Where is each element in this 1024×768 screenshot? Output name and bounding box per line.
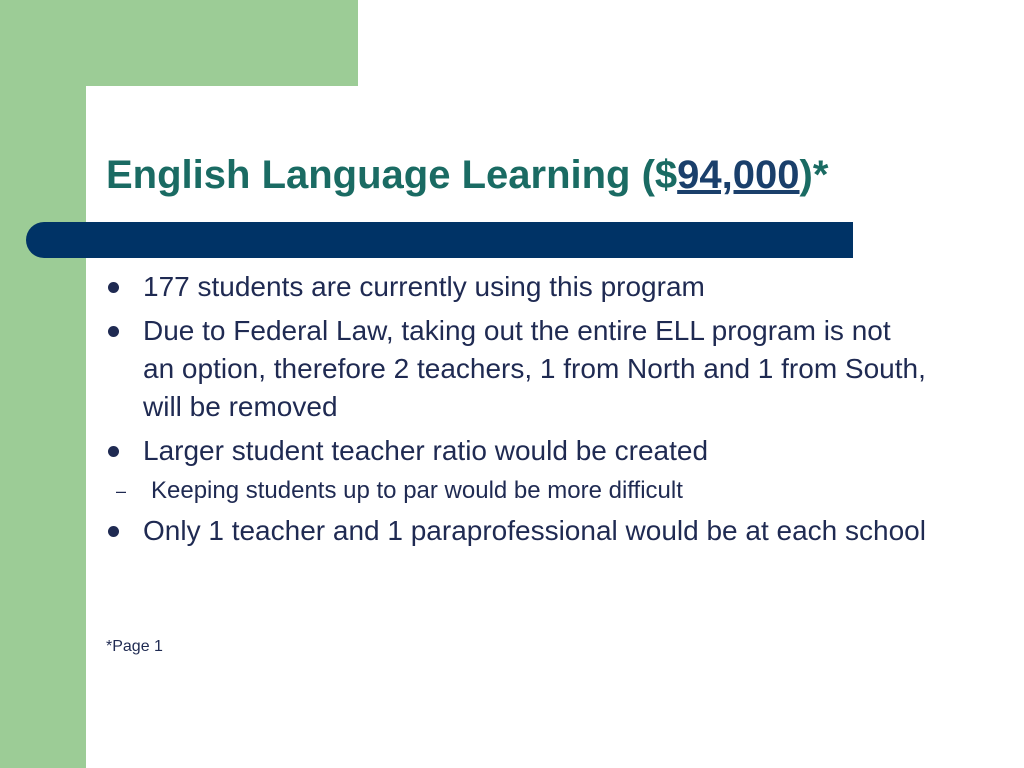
title-suffix: )* <box>799 153 829 197</box>
bullet-list <box>106 268 926 556</box>
sub-bullet-item <box>106 476 926 506</box>
footnote: *Page 1 <box>106 638 163 655</box>
bullet-text: Larger student teacher ratio would be created <box>143 435 709 466</box>
bullet-item <box>106 312 926 426</box>
bullet-dot-icon <box>108 446 119 457</box>
dash-icon: – <box>116 481 127 501</box>
sub-bullet-text: Keeping students up to par would be more difficult <box>151 477 683 504</box>
decor-green-left <box>0 0 86 768</box>
bullet-text: 177 students are currently using this program <box>143 271 705 302</box>
bullet-text: Only 1 teacher and 1 paraprofessional would be at each school <box>143 515 926 546</box>
bullet-text: Due to Federal Law, taking out the entire ELL program is not an option, therefore 2 teachers, 1 from North and 1 from South, will be removed <box>143 315 926 422</box>
bullet-dot-icon <box>108 282 119 293</box>
title-divider-bar <box>26 222 853 258</box>
bullet-item <box>106 432 926 470</box>
sub-bullet-group <box>106 476 926 506</box>
slide-title <box>106 150 1006 200</box>
title-amount-link[interactable]: 94,000 <box>677 153 800 197</box>
bullet-item <box>106 268 926 306</box>
bullet-dot-icon <box>108 326 119 337</box>
bullet-dot-icon <box>108 526 119 537</box>
title-prefix: English Language Learning ($ <box>106 153 678 197</box>
bullet-item <box>106 512 926 550</box>
sub-bullet-list <box>106 476 926 506</box>
